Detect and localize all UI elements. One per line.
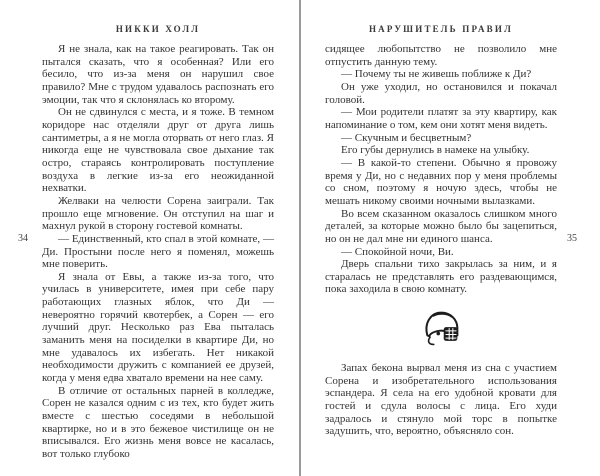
paragraph: — Скучным и бесцветным? (341, 131, 472, 144)
paragraph: — Единственный, кто спал в этой комнате, — Ди. Простыни после него я поменял, можешь мне поверить. (42, 232, 274, 271)
left-page-text (42, 43, 274, 461)
paragraph: — Спокойной ночи, Ви. (341, 245, 454, 258)
page-number-right: 35 (567, 233, 577, 244)
paragraph: Я не знала, как на такое реагировать. Так он пытался сказать, что я особенная? Или его бесило, что из-за меня он нарушил свое правило? Мне с трудом удавалось распознать его эмоции, так что я склонялась ко второму. (42, 43, 274, 106)
paragraph: Его губы дернулись в намеке на улыбку. (341, 144, 530, 157)
paragraph: — Почему ты не живешь поближе к Ди? (341, 68, 532, 81)
page-right (300, 0, 600, 476)
paragraph: — В какой-то степени. Обычно я провожу время у Ди, но с недавних пор у меня проблемы со сном, поэтому я ночую здесь, чтобы не мешать никому своими ночными вылазками. (325, 156, 557, 207)
football-helmet-icon (419, 336, 463, 353)
paragraph: Во всем сказанном оказалось слишком много деталей, за которые можно было бы зацепиться, но он не дал мне ни единого шанса. (325, 207, 557, 245)
right-page-text-top (325, 43, 557, 296)
paragraph: Желваки на челюсти Сорена заиграли. Так прошло еще мгновение. Он отступил на шаг и махнул рукой в сторону гостевой комнаты. (42, 194, 274, 233)
paragraph: Дверь спальни тихо закрылась за ним, и я старалась не представлять его раздевающимся, пока заходила в свою комнату. (325, 258, 557, 296)
right-page-text-bottom (325, 362, 557, 438)
paragraph: — Мои родители платят за эту квартиру, как напоминание о том, кем они хотят меня видеть. (325, 106, 557, 131)
paragraph: Я знала от Евы, а также из-за того, что училась в университете, имея при себе пару работающих глазных яблок, что Ди — невероятно горячий квотербек, а Сорен — его лучший друг. Несколько раз Ева пыталась заманить меня на посиделки в квартире Ди, но мне удавалось их избегать. Нет никакой необходимости дружить с компанией ее друзей, когда у меня едва хватало времени на нее саму. (42, 270, 274, 385)
scene-break-ornament (325, 309, 557, 351)
paragraph: сидящее любопытство не позволило мне отпустить данную тему. (325, 43, 557, 68)
running-head-title: НАРУШИТЕЛЬ ПРАВИЛ (368, 24, 513, 34)
paragraph: Он уже уходил, но остановился и покачал головой. (325, 80, 557, 106)
paragraph: В отличие от остальных парней в колледже, Сорен не казался одним с из тех, кто будет жить вместе с шестью соседями в небольшой квартирке, но и в это бежевое чистилище он не вписывался. Его жизнь меня вовсе не касалась, вот только глубоко (42, 384, 274, 460)
paragraph: Запах бекона вырвал меня из сна с участием Сорена и изобретательного использования эспандера. Я села на его удобной кровати для гостей и сдула волосы с лица. Его худи задралось и стянуло мой торс в попытке задушить, что, вероятно, объясняло сон. (325, 362, 557, 438)
running-head-author: НИККИ ХОЛЛ (115, 24, 201, 34)
page-number-left: 34 (18, 233, 28, 244)
paragraph: Он не сдвинулся с места, и я тоже. В темном коридоре нас отделяли друг от друга лишь сантиметры, а я не могла оторвать от него глаз. Я никогда еще не чувствовала свое дыхание так остро, стараясь контролировать поступление воздуха в легкие из-за его неожиданной нехватки. (42, 106, 274, 195)
